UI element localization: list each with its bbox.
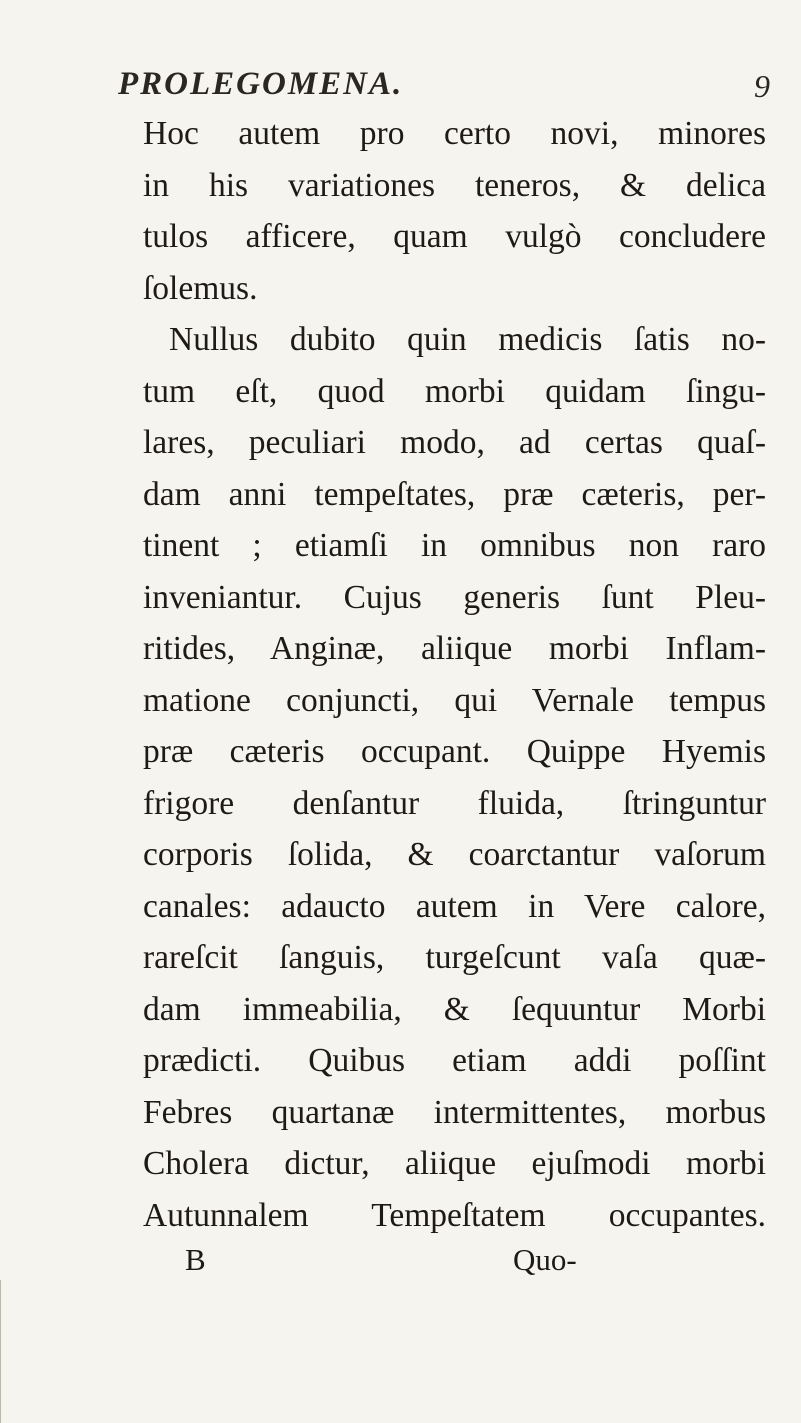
signature-mark: B [185,1242,206,1277]
text-line: dam anni tempeſtates, præ cæteris, per- [143,475,766,513]
page-number: 9 [754,68,770,104]
catchword: Quo- [513,1242,577,1277]
text-line: prædicti. Quibus etiam addi poſſint [143,1042,766,1079]
text-line: dam immeabilia, & ſequuntur Morbi [143,990,766,1028]
text-line: præ cæteris occupant. Quippe Hyemis [143,733,766,770]
text-line: lares, peculiari modo, ad certas quaſ- [143,424,766,461]
text-line: frigore denſantur fluida, ſtringuntur [143,784,766,822]
page-edge-shadow [0,1280,1,1423]
running-title: PROLEGOMENA. [118,66,404,102]
text-line: Nullus dubito quin medicis ſatis no- [169,321,766,358]
page-header [118,66,778,110]
body-text [143,108,766,1241]
text-line: tulos afficere, quam vulgò concludere [143,218,766,255]
text-line: rareſcit ſanguis, turgeſcunt vaſa quæ- [143,939,766,976]
text-line: Febres quartanæ intermittentes, morbus [143,1093,766,1131]
text-line: in his variationes teneros, & delica [143,166,766,204]
text-line: Hoc autem pro certo novi, minores [143,115,766,152]
text-line: Cholera dictur, aliique ejuſmodi morbi [143,1145,766,1182]
text-line: ritides, Anginæ, aliique morbi Inflam- [143,630,766,667]
text-line: inveniantur. Cujus generis ſunt Pleu- [143,578,766,616]
text-line: tum eſt, quod morbi quidam ſingu- [143,372,766,410]
text-line: Autunnalem Tempeſtatem occupantes. [143,1196,766,1234]
text-line: corporis ſolida, & coarctantur vaſorum [143,836,766,873]
text-line: tinent ; etiamſi in omnibus non raro [143,527,766,564]
text-line: canales: adaucto autem in Vere calore, [143,887,766,925]
text-line: ſolemus. [143,269,258,307]
text-line: matione conjuncti, qui Vernale tempus [143,681,766,719]
